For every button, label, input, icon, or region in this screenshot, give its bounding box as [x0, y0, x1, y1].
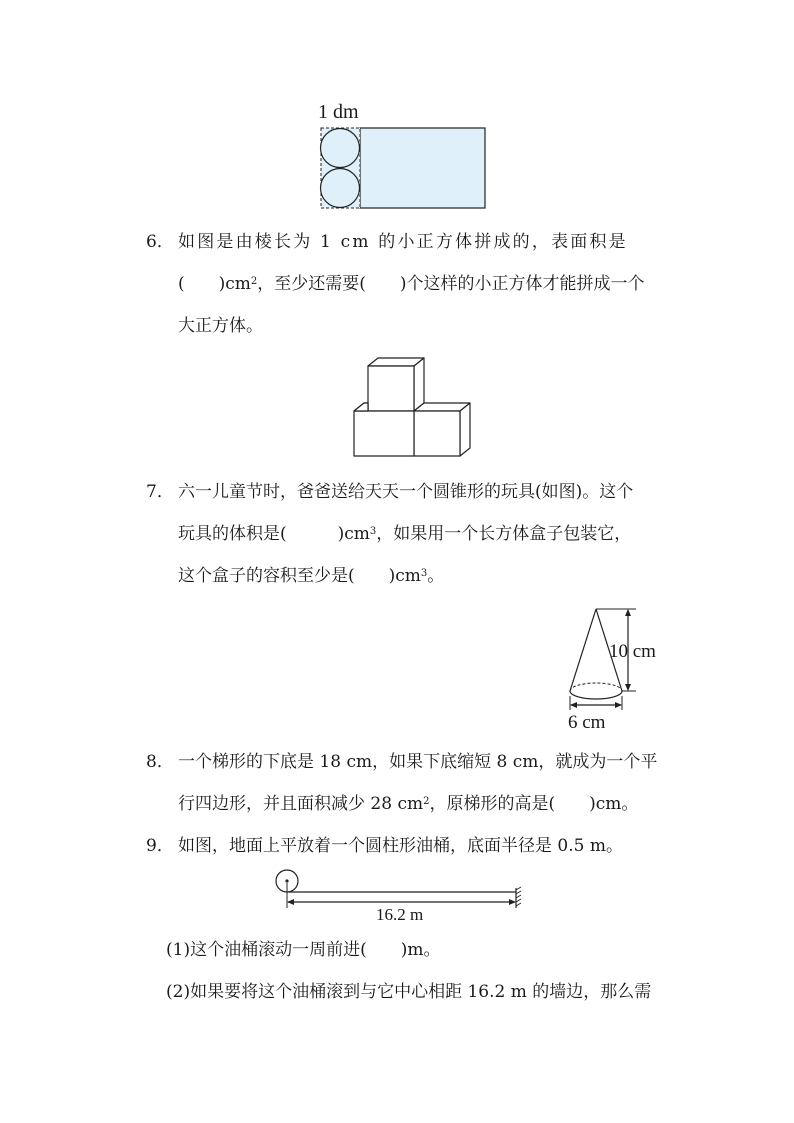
- circle-lower: [321, 169, 360, 208]
- q8-line2-sup: 2: [423, 796, 430, 807]
- q8-number: 8．: [146, 752, 174, 772]
- barrel-distance-label: 16.2 m: [376, 905, 424, 924]
- q7-line2-a: 玩具的体积是( )cm: [178, 524, 370, 544]
- fig-dm-label: 1 dm: [318, 101, 359, 123]
- q9-number: 9．: [146, 836, 174, 856]
- cubes-figure: [350, 356, 475, 461]
- q6-number: 6．: [146, 232, 174, 252]
- q7-line3-a: 这个盒子的容积至少是( )cm: [178, 566, 421, 586]
- q8-line2-b: ，原梯形的高是( )cm。: [429, 794, 639, 814]
- q7-line3: [178, 566, 444, 586]
- q7-line3-b: 。: [427, 566, 445, 586]
- q7-number: 7．: [146, 482, 174, 502]
- q8-line2: [178, 794, 638, 814]
- q6-line1: 如图是由棱长为 1 cm 的小正方体拼成的，表面积是: [178, 232, 628, 252]
- q7-line3-sup: 3: [420, 568, 428, 579]
- q6-line3: 大正方体。: [178, 316, 263, 336]
- q7-line2: [178, 524, 631, 544]
- blue-rectangle: [360, 128, 485, 208]
- q9-sub2: (2)如果要将这个油桶滚到与它中心相距 16.2 m 的墙边，那么需: [166, 982, 652, 1002]
- q9-line1: 如图，地面上平放着一个圆柱形油桶，底面半径是 0.5 m。: [178, 836, 623, 856]
- cone-base-label: 6 cm: [568, 712, 606, 733]
- circle-upper: [321, 129, 360, 168]
- q8-line2-a: 行四边形，并且面积减少 28 cm: [178, 794, 424, 814]
- cone-figure: [560, 600, 680, 734]
- q9-sub1: (1)这个油桶滚动一周前进( )m。: [166, 940, 441, 960]
- q7-line2-b: ，如果用一个长方体盒子包装它，: [376, 524, 632, 544]
- q7-line2-sup: 3: [369, 526, 377, 537]
- rectangle-circles-figure: [310, 98, 500, 212]
- oil-barrel-figure: [268, 868, 528, 924]
- q7-line1: 六一儿童节时，爸爸送给天天一个圆锥形的玩具(如图)。这个: [178, 482, 634, 502]
- q6-line2: [178, 274, 645, 294]
- cone-height-label: 10 cm: [609, 641, 656, 662]
- q6-line2-a: ( )cm: [178, 274, 251, 294]
- q8-line1: 一个梯形的下底是 18 cm，如果下底缩短 8 cm，就成为一个平: [178, 752, 658, 772]
- q6-line2-sup: 2: [250, 276, 258, 287]
- q6-line2-b: ，至少还需要( )个这样的小正方体才能拼成一个: [257, 274, 645, 294]
